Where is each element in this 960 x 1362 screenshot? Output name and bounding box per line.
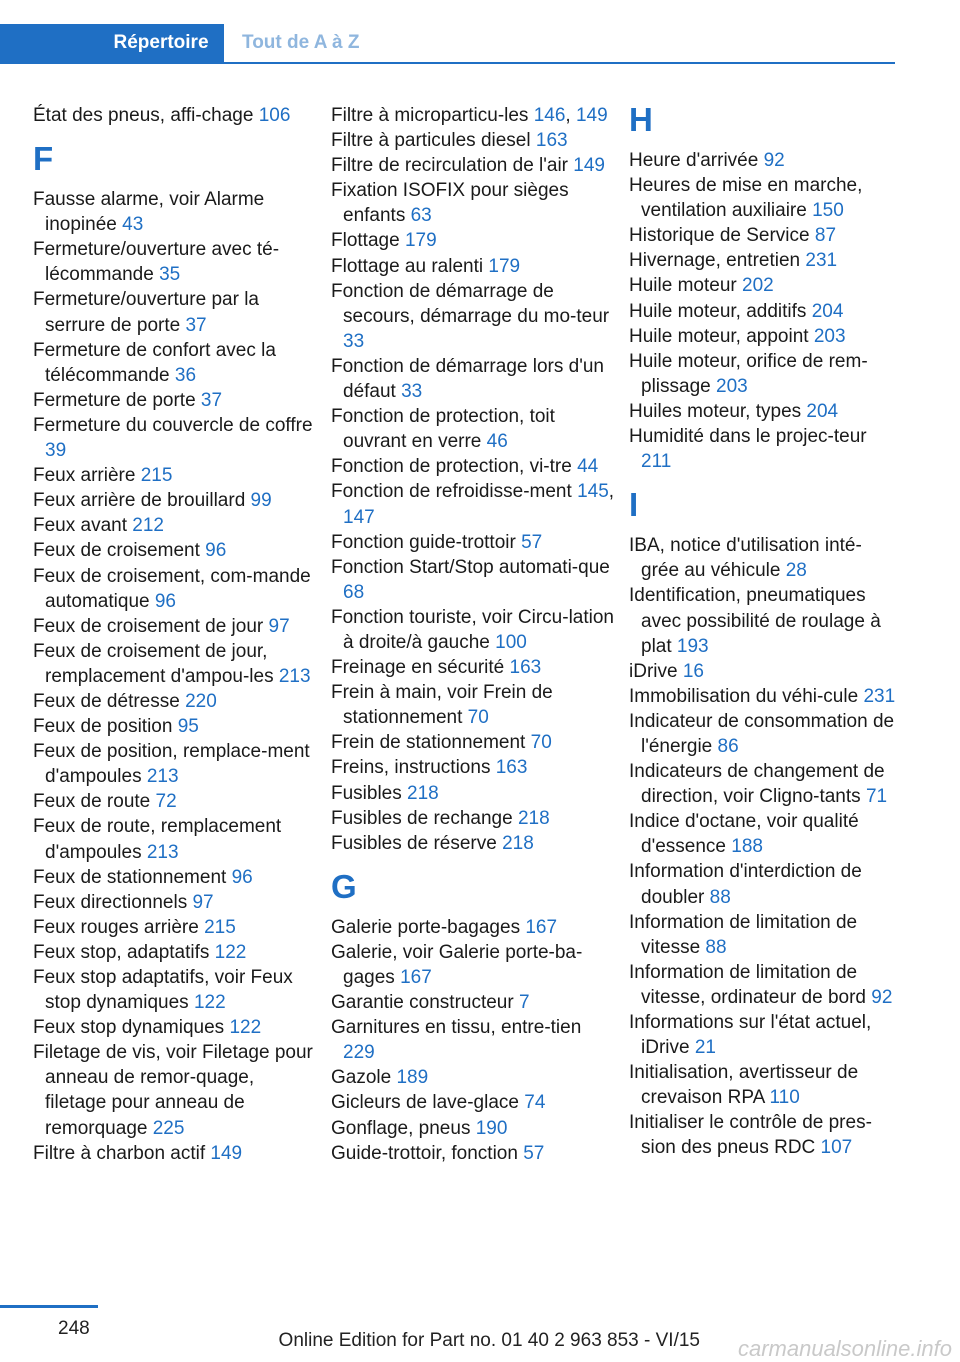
page-link[interactable]: 163 xyxy=(495,757,528,779)
index-entry xyxy=(629,324,897,349)
index-entry-text: Fusibles de réserve xyxy=(331,832,497,854)
page-link[interactable]: 87 xyxy=(814,225,837,247)
page-link[interactable]: 145 xyxy=(577,481,609,503)
index-entry-text: Feux de croisement xyxy=(33,540,200,562)
index-entry xyxy=(33,689,318,714)
index-entry xyxy=(629,1110,897,1160)
index-entry xyxy=(331,605,616,655)
index-column-3 xyxy=(629,103,897,1161)
page-link[interactable]: 97 xyxy=(192,891,214,913)
index-entry-text: Freinage en sécurité xyxy=(331,657,505,679)
page-number: 248 xyxy=(58,1318,90,1339)
index-entry-text: Feux de position xyxy=(33,716,173,738)
page-link[interactable]: 213 xyxy=(146,766,179,788)
index-entry xyxy=(629,709,897,759)
page-link[interactable]: 7 xyxy=(518,992,530,1014)
page-link[interactable]: 100 xyxy=(495,631,527,653)
index-entry xyxy=(629,809,897,859)
index-entry-text: Hivernage, entretien xyxy=(629,250,801,272)
index-entry xyxy=(33,513,318,538)
page-link[interactable]: 88 xyxy=(709,886,731,908)
index-entry-text: Feux arrière xyxy=(33,465,136,487)
index-entry-text: Fermeture/ouverture avec té-lécommande xyxy=(33,239,280,286)
index-entry xyxy=(331,915,616,940)
index-entry-text: Fonction de démarrage lors d'un défaut xyxy=(331,355,604,403)
page-link[interactable]: 16 xyxy=(682,660,704,682)
page-link[interactable]: 92 xyxy=(763,150,785,171)
index-entry-text: Huiles moteur, types xyxy=(629,400,802,422)
page-link[interactable]: 215 xyxy=(204,916,236,938)
index-entry xyxy=(331,279,616,354)
index-entry-text: Heure d'arrivée xyxy=(629,150,759,171)
page-link[interactable]: 96 xyxy=(205,540,227,562)
index-entry-text: Fermeture du couvercle de coffre xyxy=(33,414,313,436)
index-entry xyxy=(331,228,616,253)
index-entry xyxy=(629,583,897,658)
index-entry xyxy=(331,730,616,755)
index-entry xyxy=(629,533,897,583)
page-link[interactable]: 147 xyxy=(343,506,375,528)
page-link[interactable]: 150 xyxy=(812,200,844,222)
index-entry-text: Fausse alarme, voir Alarme inopinée xyxy=(33,189,265,236)
index-entry-text: Huile moteur xyxy=(629,275,737,297)
index-entry-text: Fusibles de rechange xyxy=(331,807,513,829)
index-entry-text: Feux stop, adaptatifs xyxy=(33,941,210,963)
index-entry-text: Frein de stationnement xyxy=(331,732,526,754)
page-link[interactable]: 39 xyxy=(45,440,67,462)
index-entry-text: Indicateurs de changement de direction, voir Cligno-tants xyxy=(629,761,885,808)
index-entry-text: Feux rouges arrière xyxy=(33,916,199,938)
page-link[interactable]: 96 xyxy=(154,590,176,612)
index-entry xyxy=(331,755,616,780)
index-entry-text: Feux de croisement, com-mande automatique xyxy=(33,565,311,612)
index-entry-text: État des pneus, affi-chage xyxy=(33,105,254,126)
footer-rule xyxy=(0,1305,98,1308)
index-entry xyxy=(629,1010,897,1060)
index-entry-text: Feux de croisement de jour xyxy=(33,615,264,637)
index-entry-text: Gazole xyxy=(331,1067,392,1089)
index-column-2 xyxy=(331,103,616,1166)
page-link[interactable]: 44 xyxy=(577,456,599,478)
index-entry xyxy=(33,413,318,463)
index-entry xyxy=(331,1116,616,1141)
page-link[interactable]: 190 xyxy=(475,1117,508,1139)
index-entry xyxy=(33,538,318,563)
index-entry xyxy=(331,806,616,831)
index-entry xyxy=(331,404,616,454)
index-entry-text: Feux directionnels xyxy=(33,891,188,913)
index-entry xyxy=(629,248,897,273)
index-entry xyxy=(33,965,318,1015)
index-entry-text: Fonction de protection, vi-tre xyxy=(331,456,572,478)
index-entry-text: Filtre de recirculation de l'air xyxy=(331,155,568,177)
index-entry xyxy=(33,187,318,237)
tab-tout-de-a-a-z[interactable]: Tout de A à Z xyxy=(242,32,360,53)
index-entry-text: Heures de mise en marche, ventilation auxiliaire xyxy=(629,175,863,222)
index-entry-text: Gicleurs de lave-glace xyxy=(331,1092,519,1114)
index-entry-text: Feux stop adaptatifs, voir Feux stop dynamiques xyxy=(33,967,293,1014)
index-entry-text: Initialiser le contrôle de pres-sion des pneus RDC xyxy=(629,1112,872,1159)
edition-line: Online Edition for Part no. 01 40 2 963 853 - VI/15 xyxy=(278,1330,700,1351)
index-entry-text: Fonction de protection, toit ouvrant en verre xyxy=(331,406,555,453)
page-link[interactable]: 63 xyxy=(410,205,432,227)
page-link[interactable]: 95 xyxy=(177,716,199,738)
index-entry-text: Immobilisation du véhi-cule xyxy=(629,685,859,707)
page-link[interactable]: 215 xyxy=(140,465,173,487)
index-entry xyxy=(33,940,318,965)
page-link[interactable]: 146 xyxy=(533,105,566,126)
page-link[interactable]: 33 xyxy=(343,330,365,352)
index-entry-text: Fixation ISOFIX pour sièges enfants xyxy=(331,180,569,227)
page-link[interactable]: 149 xyxy=(573,155,605,177)
page-link[interactable]: 203 xyxy=(716,375,748,397)
index-entry xyxy=(33,237,318,287)
page-link[interactable]: 74 xyxy=(524,1092,546,1114)
index-entry xyxy=(629,859,897,909)
index-entry-text: Fonction Start/Stop automati-que xyxy=(331,556,610,578)
page-link[interactable]: 71 xyxy=(865,786,888,808)
page-link[interactable]: 92 xyxy=(871,986,893,1008)
index-entry xyxy=(33,463,318,488)
index-entry-text: Feux avant xyxy=(33,515,127,537)
index-entry-text: Fermeture de confort avec la télécommande xyxy=(33,339,276,386)
index-entry xyxy=(33,890,318,915)
index-entry xyxy=(629,349,897,399)
index-entry-text: Indicateur de consommation de l'énergie xyxy=(629,710,895,757)
index-entry xyxy=(33,103,318,128)
page-link[interactable]: 218 xyxy=(407,782,439,804)
page-link[interactable]: 167 xyxy=(400,967,432,988)
page-link[interactable]: 68 xyxy=(343,581,365,603)
index-entry-text: Galerie porte-bagages xyxy=(331,916,521,938)
index-entry xyxy=(629,684,897,709)
page-link[interactable]: 163 xyxy=(509,657,542,679)
index-entry xyxy=(629,960,897,1010)
page-link[interactable]: 72 xyxy=(155,791,177,813)
page-link[interactable]: 202 xyxy=(742,275,774,297)
page-link[interactable]: 204 xyxy=(806,400,839,422)
index-entry: Filtre à microparticu-les 146, 149 xyxy=(331,105,608,126)
page-link[interactable]: 167 xyxy=(525,916,558,938)
page-link[interactable]: 97 xyxy=(268,615,290,637)
tab-repertoire[interactable]: Répertoire xyxy=(98,24,224,62)
index-entry xyxy=(331,940,616,990)
page-link[interactable]: 193 xyxy=(676,635,709,657)
page-link[interactable]: 204 xyxy=(811,300,844,322)
index-entry xyxy=(331,178,616,228)
index-entry xyxy=(331,254,616,279)
index-entry-text: Flottage xyxy=(331,230,400,252)
index-entry xyxy=(331,555,616,605)
index-entry xyxy=(33,1040,318,1140)
index-entry xyxy=(331,831,616,856)
index-entry-text: Information de limitation de vitesse, ordinateur de bord xyxy=(629,961,866,1008)
index-entry-text: Fermeture de porte xyxy=(33,389,196,411)
index-entry xyxy=(331,1015,616,1065)
page-link[interactable]: 179 xyxy=(488,255,521,277)
index-entry xyxy=(629,910,897,960)
index-column-1 xyxy=(33,103,318,1166)
page-link[interactable]: 149 xyxy=(210,1142,243,1164)
page-link[interactable]: 107 xyxy=(820,1137,853,1159)
index-entry xyxy=(33,1015,318,1040)
index-entry-text: Garnitures en tissu, entre-tien xyxy=(331,1017,582,1039)
index-entry xyxy=(629,1060,897,1110)
index-entry-text: Fermeture/ouverture par la serrure de porte xyxy=(33,289,259,336)
page-link[interactable]: 21 xyxy=(694,1037,716,1059)
index-entry-text: Huile moteur, appoint xyxy=(629,325,809,347)
page-link[interactable]: 122 xyxy=(214,941,247,963)
index-entry xyxy=(629,659,897,684)
page-link[interactable]: 70 xyxy=(467,707,489,729)
index-entry xyxy=(629,424,897,474)
index-entry xyxy=(33,714,318,739)
tab-bar-accent xyxy=(0,24,98,62)
index-entry xyxy=(33,1141,318,1166)
page-link[interactable]: 37 xyxy=(200,389,223,411)
index-entry xyxy=(33,814,318,864)
index-entry-text: Fonction touriste, voir Circu-lation à droite/à gauche xyxy=(331,606,614,653)
page-link[interactable]: 225 xyxy=(152,1117,185,1139)
index-entry-text: IBA, notice d'utilisation inté-grée au véhicule xyxy=(629,535,862,582)
index-entry xyxy=(629,148,897,173)
index-entry xyxy=(331,354,616,404)
index-entry xyxy=(33,388,318,413)
index-entry xyxy=(331,1090,616,1115)
index-entry xyxy=(33,915,318,940)
page-link[interactable]: 211 xyxy=(641,451,672,473)
index-entry xyxy=(33,614,318,639)
page-link[interactable]: 218 xyxy=(517,807,550,829)
page-link[interactable]: 229 xyxy=(343,1042,375,1064)
section-letter: H xyxy=(629,101,653,138)
index-entry-text: Freins, instructions xyxy=(331,757,491,779)
page-link[interactable]: 35 xyxy=(159,264,181,286)
index-entry-text: Fonction de démarrage de secours, démarrage du mo-teur xyxy=(331,280,610,327)
page-link[interactable]: 106 xyxy=(258,105,291,126)
index-entry xyxy=(33,488,318,513)
index-entry-text: Galerie, voir Galerie porte-ba-gages xyxy=(331,941,583,988)
page-link[interactable]: 203 xyxy=(813,325,846,347)
index-entry xyxy=(331,454,616,479)
page-link[interactable]: 149 xyxy=(575,105,608,126)
index-entry: Fonction de refroidisse-ment 145, 147 xyxy=(331,481,615,528)
page-link[interactable]: 33 xyxy=(401,381,423,403)
page-link[interactable]: 179 xyxy=(404,230,437,252)
index-entry-text: Fonction de refroidisse-ment xyxy=(331,481,572,503)
section-letter: G xyxy=(331,867,357,905)
page-link[interactable]: 163 xyxy=(535,130,568,152)
index-entry xyxy=(331,530,616,555)
index-entry-text: Historique de Service xyxy=(629,225,810,247)
index-entry xyxy=(331,781,616,806)
page-link[interactable]: 88 xyxy=(705,936,727,958)
index-entry-text: Information d'interdiction de doubler xyxy=(629,861,862,908)
index-entry-text: Informations sur l'état actuel, iDrive xyxy=(629,1012,872,1059)
index-entry xyxy=(331,655,616,680)
page-link[interactable]: 189 xyxy=(396,1067,429,1089)
page-link[interactable]: 231 xyxy=(805,250,838,272)
section-letter: F xyxy=(33,140,54,178)
page-link[interactable]: 213 xyxy=(146,841,179,863)
index-entry xyxy=(629,273,897,298)
index-entry xyxy=(629,399,897,424)
index-entry xyxy=(331,680,616,730)
page-link[interactable]: 96 xyxy=(231,866,253,888)
page-link[interactable]: 99 xyxy=(250,490,272,512)
index-entry-text: Frein à main, voir Frein de stationnement xyxy=(331,682,553,729)
page-link[interactable]: 212 xyxy=(132,515,164,537)
page-link[interactable]: 57 xyxy=(521,531,543,553)
index-entry-text: Feux de stationnement xyxy=(33,866,227,888)
page-link[interactable]: 231 xyxy=(863,685,896,707)
index-entry-text: Initialisation, avertisseur de crevaison RPA xyxy=(629,1062,859,1109)
index-entry xyxy=(331,1065,616,1090)
page-link[interactable]: 37 xyxy=(185,314,207,336)
page-link[interactable]: 43 xyxy=(122,214,144,236)
index-entry-text: Feux de croisement de jour, remplacement d'ampou-les xyxy=(33,640,274,687)
section-letter: I xyxy=(629,486,639,524)
index-entry-text: Indice d'octane, voir qualité d'essence xyxy=(629,811,859,858)
index-entry-text: iDrive xyxy=(629,660,678,682)
index-entry xyxy=(331,1141,616,1166)
page-link[interactable]: 218 xyxy=(502,832,534,854)
index-entry xyxy=(33,287,318,337)
index-entry-text: Gonflage, pneus xyxy=(331,1117,471,1139)
index-entry xyxy=(33,865,318,890)
page-link[interactable]: 122 xyxy=(193,992,226,1014)
index-entry-text: Huile moteur, additifs xyxy=(629,300,807,322)
index-entry-text: Identification, pneumatiques avec possibilité de roulage à plat xyxy=(629,585,881,657)
index-entry-text: Fonction guide-trottoir xyxy=(331,531,516,553)
page-link[interactable]: 36 xyxy=(174,364,197,386)
index-entry xyxy=(629,759,897,809)
index-entry xyxy=(629,299,897,324)
index-entry-text: Feux de position, remplace-ment d'ampoules xyxy=(33,741,310,788)
index-entry-text: Filtre à microparticu-les xyxy=(331,105,529,126)
index-entry-text: Feux de route, remplacement d'ampoules xyxy=(33,816,282,863)
index-entry xyxy=(33,739,318,789)
index-entry-text: Garantie constructeur xyxy=(331,992,514,1014)
index-entry xyxy=(33,338,318,388)
page-link[interactable]: 28 xyxy=(785,560,807,582)
index-entry-text: Feux arrière de brouillard xyxy=(33,490,246,512)
index-entry xyxy=(33,564,318,614)
page-link[interactable]: 46 xyxy=(486,431,508,453)
page-link[interactable]: 213 xyxy=(278,665,311,687)
index-entry-text: Fusibles xyxy=(331,782,402,804)
index-entry xyxy=(33,639,318,689)
page-link[interactable]: 86 xyxy=(717,735,739,757)
page-link[interactable]: 110 xyxy=(769,1087,800,1109)
page-link[interactable]: 122 xyxy=(229,1017,262,1039)
index-entry xyxy=(331,990,616,1015)
index-entry-text: Feux de route xyxy=(33,791,151,813)
index-entry-text: Information de limitation de vitesse xyxy=(629,911,858,958)
page-link[interactable]: 220 xyxy=(185,690,217,712)
index-entry-text: Feux de détresse xyxy=(33,690,180,712)
index-entry-text: Huile moteur, orifice de rem-plissage xyxy=(629,350,868,397)
page-link[interactable]: 57 xyxy=(523,1142,545,1164)
index-entry xyxy=(331,128,616,153)
page-link[interactable]: 188 xyxy=(731,836,763,858)
index-entry-text: Filetage de vis, voir Filetage pour anneau de remor-quage, filetage pour anneau de remorquage xyxy=(33,1042,313,1139)
tab-bar xyxy=(0,24,895,64)
index-entry xyxy=(629,173,897,223)
index-entry-text: Humidité dans le projec-teur xyxy=(629,426,867,448)
index-entry-text: Filtre à particules diesel xyxy=(331,130,531,152)
index-entry xyxy=(331,153,616,178)
index-entry xyxy=(629,223,897,248)
index-entry-text: Guide-trottoir, fonction xyxy=(331,1142,518,1164)
index-entry-text: Feux stop dynamiques xyxy=(33,1017,225,1039)
index-entry-text: Filtre à charbon actif xyxy=(33,1142,206,1164)
watermark: carmanualsonline.info xyxy=(737,1336,952,1361)
index-entry xyxy=(33,789,318,814)
index-entry-text: Flottage au ralenti xyxy=(331,255,484,277)
page-link[interactable]: 70 xyxy=(530,732,552,754)
